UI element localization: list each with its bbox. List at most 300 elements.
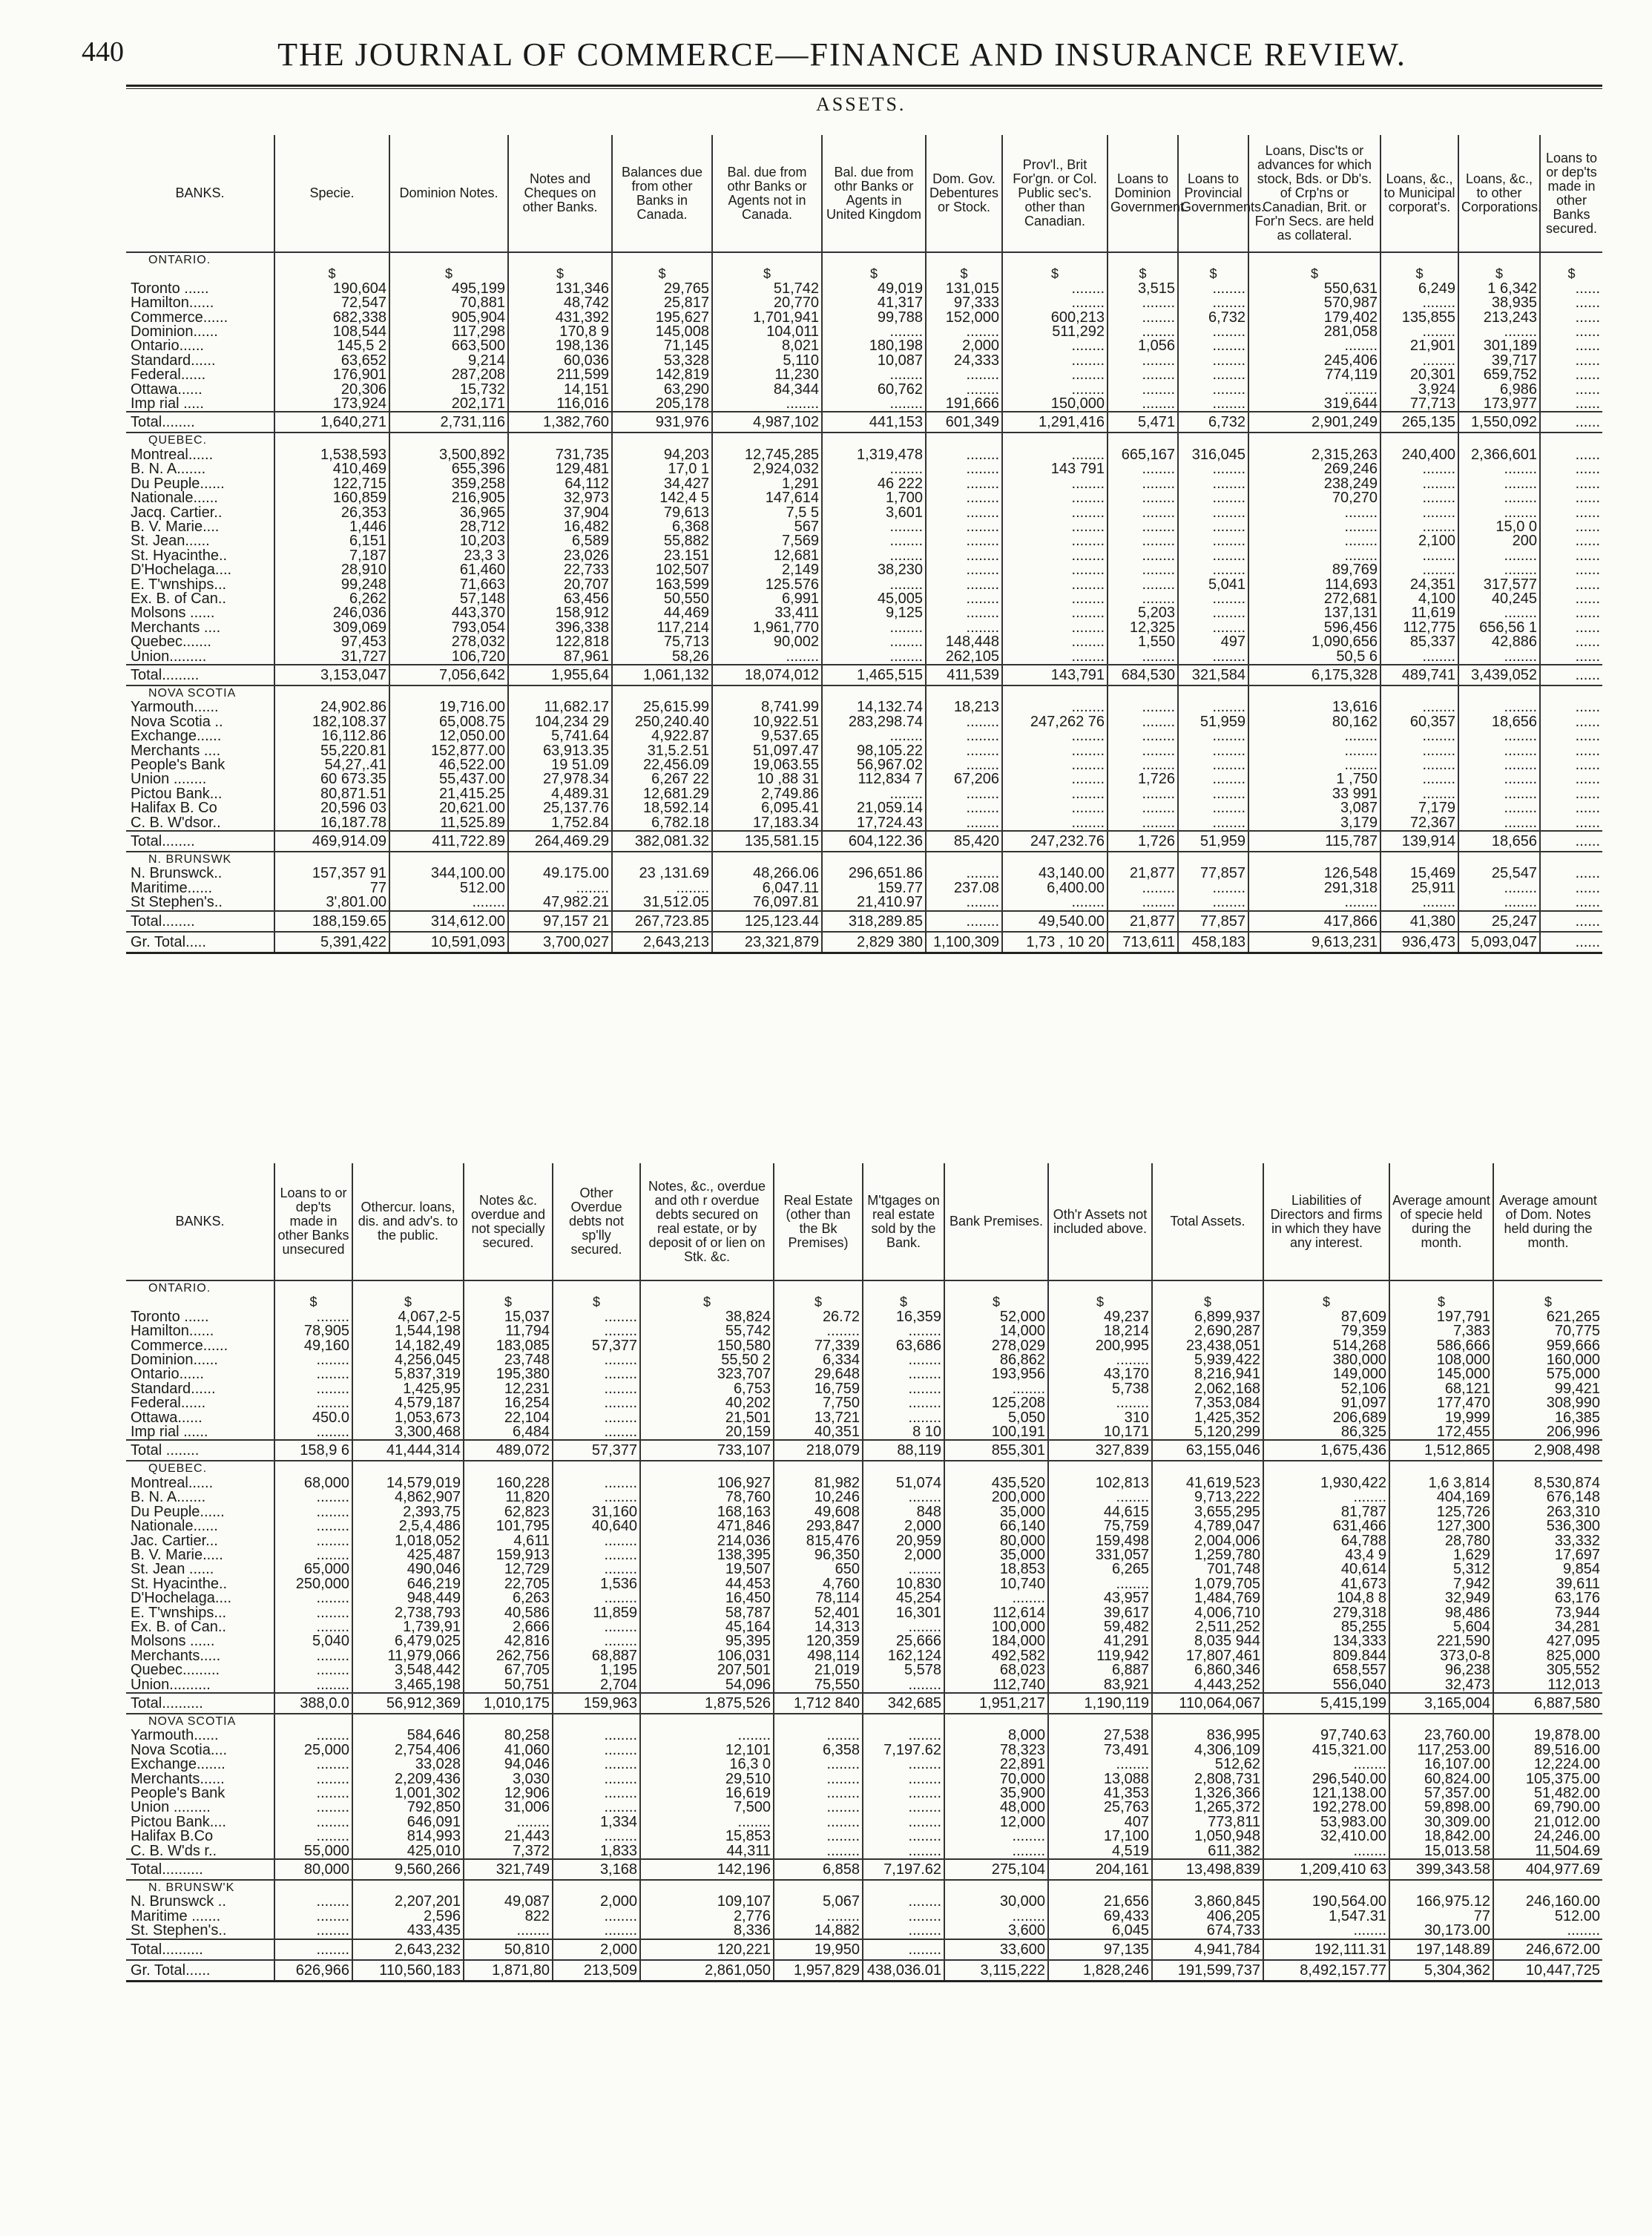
- value-cell: 2,004,006: [1152, 1534, 1263, 1548]
- bank-row: [126, 606, 1602, 620]
- value-cell: $: [1248, 267, 1380, 281]
- value-cell: 20,707: [508, 578, 612, 592]
- value-cell: 3,600: [944, 1924, 1048, 1939]
- value-cell: 359,258: [389, 477, 508, 491]
- value-cell: 4,006,710: [1152, 1606, 1263, 1620]
- value-cell: 99,788: [822, 311, 926, 325]
- value-cell: 7,197.62: [863, 1859, 944, 1880]
- value-cell: 23,760.00: [1389, 1729, 1493, 1743]
- value-cell: 11,794: [464, 1324, 553, 1338]
- value-cell: 25,000: [274, 1743, 352, 1757]
- value-cell: 150,000: [1002, 397, 1108, 412]
- value-cell: 10,171: [1048, 1425, 1152, 1440]
- value-cell: 682,338: [274, 311, 389, 325]
- value-cell: 1,640,271: [274, 412, 389, 433]
- value-cell: 73,491: [1048, 1743, 1152, 1757]
- bank-name-cell: People's Bank: [131, 1786, 226, 1801]
- value-cell: 211,599: [508, 368, 612, 382]
- value-cell: 1,446: [274, 520, 389, 534]
- value-cell: 125,726: [1389, 1505, 1493, 1519]
- value-cell: 656,56 1: [1458, 621, 1540, 635]
- value-cell: 65,008.75: [389, 715, 508, 729]
- value-cell: 5,110: [712, 354, 822, 368]
- value-cell: ........: [926, 787, 1002, 801]
- value-cell: 1,265,372: [1152, 1801, 1263, 1815]
- value-cell: 6,267 22: [612, 772, 712, 786]
- bank-row: [126, 311, 1602, 325]
- value-cell: ........: [1048, 1757, 1152, 1772]
- value-cell: 1,550,092: [1458, 412, 1540, 433]
- value-cell: 7,942: [1389, 1577, 1493, 1591]
- value-cell: ......: [1540, 911, 1602, 932]
- value-cell: 57,377: [553, 1440, 640, 1461]
- value-cell: [926, 685, 1002, 700]
- value-cell: 12,729: [464, 1562, 553, 1576]
- value-cell: 5,067: [774, 1895, 863, 1909]
- value-cell: ........: [553, 1396, 640, 1410]
- total-row: [126, 1693, 1602, 1714]
- value-cell: 12,000: [944, 1815, 1048, 1829]
- value-cell: $: [1380, 267, 1458, 281]
- value-cell: ........: [1002, 477, 1108, 491]
- value-cell: ........: [274, 1829, 352, 1844]
- value-cell: 50,751: [464, 1678, 553, 1693]
- value-cell: 382,081.32: [612, 831, 712, 852]
- value-cell: ........: [926, 715, 1002, 729]
- bank-row: [126, 549, 1602, 563]
- value-cell: 1,018,052: [352, 1534, 464, 1548]
- value-cell: 108,544: [274, 325, 389, 339]
- value-cell: ........: [926, 801, 1002, 815]
- value-cell: ........: [1380, 744, 1458, 758]
- value-cell: 53,983.00: [1263, 1815, 1389, 1829]
- value-cell: 3,300,468: [352, 1425, 464, 1440]
- value-cell: 1,701,941: [712, 311, 822, 325]
- value-cell: 41,060: [464, 1743, 553, 1757]
- value-cell: 13,498,839: [1152, 1859, 1263, 1880]
- value-cell: 16,107.00: [1389, 1757, 1493, 1772]
- value-cell: 4,941,784: [1152, 1939, 1263, 1960]
- value-cell: 8,035 944: [1152, 1634, 1263, 1648]
- value-cell: 60,824.00: [1389, 1772, 1493, 1786]
- value-cell: 50,5 6: [1248, 650, 1380, 665]
- value-cell: 108,000: [1389, 1353, 1493, 1367]
- value-cell: ........: [1002, 787, 1108, 801]
- value-cell: 570,987: [1248, 296, 1380, 310]
- value-cell: 809.844: [1263, 1649, 1389, 1663]
- value-cell: 1,326,366: [1152, 1786, 1263, 1801]
- value-cell: 1,955,64: [508, 665, 612, 685]
- value-cell: ........: [926, 325, 1002, 339]
- value-cell: ........: [1178, 881, 1248, 895]
- value-cell: ........: [822, 635, 926, 649]
- bank-name-cell: B. V. Marie.....: [131, 1548, 223, 1563]
- value-cell: ........: [553, 1562, 640, 1576]
- value-cell: 11,525.89: [389, 816, 508, 831]
- value-cell: 793,054: [389, 621, 508, 635]
- value-cell: 29,510: [640, 1772, 774, 1786]
- value-cell: 24,246.00: [1493, 1829, 1602, 1844]
- value-cell: [274, 433, 389, 447]
- value-cell: 404,977.69: [1493, 1859, 1602, 1880]
- value-cell: ........: [1108, 462, 1178, 476]
- value-cell: 1,465,515: [822, 665, 926, 685]
- value-cell: 45,254: [863, 1591, 944, 1605]
- value-cell: ......: [1540, 448, 1602, 462]
- value-cell: [1108, 252, 1178, 267]
- value-cell: 61,460: [389, 563, 508, 577]
- value-cell: ......: [1540, 368, 1602, 382]
- value-cell: ........: [926, 606, 1002, 620]
- value-cell: 621,265: [1493, 1310, 1602, 1324]
- value-cell: 77,857: [1178, 911, 1248, 932]
- value-cell: 158,9 6: [274, 1440, 352, 1461]
- value-cell: ........: [553, 1411, 640, 1425]
- value-cell: 2,062,168: [1152, 1382, 1263, 1396]
- value-cell: 31,5.2.51: [612, 744, 712, 758]
- value-cell: 431,392: [508, 311, 612, 325]
- value-cell: ......: [1540, 700, 1602, 714]
- value-cell: 112,834 7: [822, 772, 926, 786]
- value-cell: ........: [926, 895, 1002, 910]
- value-cell: $: [863, 1295, 944, 1309]
- value-cell: 427,095: [1493, 1634, 1602, 1648]
- value-cell: ........: [822, 462, 926, 476]
- value-cell: 40,614: [1263, 1562, 1389, 1576]
- value-cell: ........: [822, 534, 926, 548]
- value-cell: ........: [508, 881, 612, 895]
- bank-name-cell: Ex. B. of Can..: [131, 591, 226, 607]
- value-cell: 49,160: [274, 1339, 352, 1353]
- value-cell: 9,854: [1493, 1562, 1602, 1576]
- value-cell: [640, 1714, 774, 1729]
- value-cell: 246,160.00: [1493, 1895, 1602, 1909]
- value-cell: 195,627: [612, 311, 712, 325]
- page-header: [82, 30, 1602, 82]
- value-cell: ........: [1178, 491, 1248, 505]
- value-cell: 138,395: [640, 1548, 774, 1562]
- value-cell: [822, 852, 926, 867]
- value-cell: 1,547.31: [1263, 1910, 1389, 1924]
- value-cell: 43,170: [1048, 1367, 1152, 1381]
- value-cell: 267,723.85: [612, 911, 712, 932]
- value-cell: 44,311: [640, 1844, 774, 1859]
- value-cell: [389, 252, 508, 267]
- value-cell: 44,469: [612, 606, 712, 620]
- value-cell: [1540, 685, 1602, 700]
- value-cell: [1540, 433, 1602, 447]
- value-cell: 25,137.76: [508, 801, 612, 815]
- value-cell: 4,519: [1048, 1844, 1152, 1859]
- value-cell: 33,332: [1493, 1534, 1602, 1548]
- value-cell: 80,162: [1248, 715, 1380, 729]
- value-cell: ........: [1178, 520, 1248, 534]
- value-cell: 50,810: [464, 1939, 553, 1960]
- value-cell: ......: [1540, 477, 1602, 491]
- value-cell: 344,100.00: [389, 867, 508, 881]
- bank-row: [126, 1591, 1602, 1605]
- value-cell: 5,203: [1108, 606, 1178, 620]
- value-cell: ......: [1540, 296, 1602, 310]
- value-cell: 14,882: [774, 1924, 863, 1939]
- value-cell: [1493, 1714, 1602, 1729]
- value-cell: 4,443,252: [1152, 1678, 1263, 1693]
- value-cell: 6,887,580: [1493, 1693, 1602, 1714]
- bank-row: [126, 462, 1602, 476]
- value-cell: $: [464, 1295, 553, 1309]
- value-cell: 163,599: [612, 578, 712, 592]
- value-cell: 104,8 8: [1263, 1591, 1389, 1605]
- value-cell: 31,006: [464, 1801, 553, 1815]
- bank-name-cell: Total..........: [126, 1859, 274, 1880]
- value-cell: 310: [1048, 1411, 1152, 1425]
- bank-row: [126, 282, 1602, 296]
- value-cell: 5,050: [944, 1411, 1048, 1425]
- value-cell: ........: [863, 1490, 944, 1505]
- value-cell: 33,028: [352, 1757, 464, 1772]
- value-cell: 135,855: [1380, 311, 1458, 325]
- value-cell: ........: [1002, 506, 1108, 520]
- value-cell: ........: [1108, 729, 1178, 743]
- value-cell: 6,484: [464, 1425, 553, 1440]
- value-cell: 792,850: [352, 1801, 464, 1815]
- value-cell: 13,721: [774, 1411, 863, 1425]
- value-cell: ........: [863, 1678, 944, 1693]
- value-cell: ......: [1540, 506, 1602, 520]
- value-cell: $: [712, 267, 822, 281]
- value-cell: ......: [1540, 383, 1602, 397]
- value-cell: 550,631: [1248, 282, 1380, 296]
- value-cell: 76,097.81: [712, 895, 822, 910]
- value-cell: 407: [1048, 1815, 1152, 1829]
- value-cell: ........: [1380, 772, 1458, 786]
- value-cell: 16,759: [774, 1382, 863, 1396]
- value-cell: 63,176: [1493, 1591, 1602, 1605]
- value-cell: 70,881: [389, 296, 508, 310]
- value-cell: 64,112: [508, 477, 612, 491]
- value-cell: ......: [1540, 491, 1602, 505]
- value-cell: 441,153: [822, 412, 926, 433]
- value-cell: 278,032: [389, 635, 508, 649]
- value-cell: [863, 1280, 944, 1295]
- value-cell: 6,265: [1048, 1562, 1152, 1576]
- value-cell: 52,401: [774, 1606, 863, 1620]
- bank-row: [126, 1310, 1602, 1324]
- bank-name-cell: Halifax B. Co: [131, 801, 217, 816]
- value-cell: ........: [553, 1534, 640, 1548]
- value-cell: ........: [1380, 729, 1458, 743]
- header-rule-thin: [126, 88, 1602, 89]
- value-cell: 498,114: [774, 1649, 863, 1663]
- value-cell: ........: [1108, 520, 1178, 534]
- value-cell: ........: [1002, 491, 1108, 505]
- value-cell: ........: [553, 1729, 640, 1743]
- value-cell: 17,697: [1493, 1548, 1602, 1562]
- value-cell: 142,819: [612, 368, 712, 382]
- value-cell: 21,877: [1108, 867, 1178, 881]
- value-cell: ........: [944, 1591, 1048, 1605]
- value-cell: 9,125: [822, 606, 926, 620]
- value-cell: ........: [926, 448, 1002, 462]
- value-cell: [1002, 252, 1108, 267]
- value-cell: [1389, 1880, 1493, 1895]
- value-cell: [712, 252, 822, 267]
- bank-row: [126, 506, 1602, 520]
- value-cell: ........: [1048, 1396, 1152, 1410]
- value-cell: 4,067,2-5: [352, 1310, 464, 1324]
- bank-row: [126, 744, 1602, 758]
- value-cell: ......: [1540, 881, 1602, 895]
- value-cell: 12,231: [464, 1382, 553, 1396]
- value-cell: $: [1389, 1295, 1493, 1309]
- value-cell: ........: [863, 1382, 944, 1396]
- value-cell: 2,643,232: [352, 1939, 464, 1960]
- value-cell: ........: [1380, 477, 1458, 491]
- column-header: Loans to or dep'ts made in other Banks unsecured: [274, 1163, 352, 1280]
- value-cell: ........: [1178, 549, 1248, 563]
- bank-row: [126, 816, 1602, 831]
- value-cell: 190,604: [274, 282, 389, 296]
- value-cell: 129,481: [508, 462, 612, 476]
- value-cell: 182,108.37: [274, 715, 389, 729]
- value-cell: 63,686: [863, 1339, 944, 1353]
- value-cell: 41,353: [1048, 1786, 1152, 1801]
- value-cell: [1248, 433, 1380, 447]
- value-cell: [822, 685, 926, 700]
- value-cell: 8,021: [712, 339, 822, 353]
- value-cell: 80,871.51: [274, 787, 389, 801]
- value-cell: ........: [640, 1815, 774, 1829]
- value-cell: 3,515: [1108, 282, 1178, 296]
- value-cell: 1,629: [1389, 1548, 1493, 1562]
- value-cell: $: [1493, 1295, 1602, 1309]
- value-cell: 117,214: [612, 621, 712, 635]
- value-cell: 21,059.14: [822, 801, 926, 815]
- value-cell: 247,262 76: [1002, 715, 1108, 729]
- value-cell: 207,501: [640, 1663, 774, 1677]
- value-cell: 25,247: [1458, 911, 1540, 932]
- value-cell: 1,726: [1108, 772, 1178, 786]
- value-cell: ........: [1108, 397, 1178, 412]
- value-cell: [612, 252, 712, 267]
- value-cell: 204,161: [1048, 1859, 1152, 1880]
- value-cell: 11,859: [553, 1606, 640, 1620]
- value-cell: 512,62: [1152, 1757, 1263, 1772]
- value-cell: 309,069: [274, 621, 389, 635]
- value-cell: ........: [553, 1548, 640, 1562]
- value-cell: [508, 852, 612, 867]
- column-header: Prov'l., Brit For'gn. or Col. Public sec's. other than Canadian.: [1002, 135, 1108, 252]
- value-cell: ........: [822, 621, 926, 635]
- value-cell: 2,149: [712, 563, 822, 577]
- value-cell: ........: [553, 1910, 640, 1924]
- value-cell: 305,552: [1493, 1663, 1602, 1677]
- value-cell: ......: [1540, 744, 1602, 758]
- value-cell: ........: [926, 520, 1002, 534]
- value-cell: 20,621.00: [389, 801, 508, 815]
- column-header: Balances due from other Banks in Canada.: [612, 135, 712, 252]
- bank-name-cell: Yarmouth......: [131, 1729, 219, 1743]
- value-cell: 512.00: [1493, 1910, 1602, 1924]
- value-cell: ........: [1108, 477, 1178, 491]
- value-cell: 20,159: [640, 1425, 774, 1440]
- value-cell: ......: [1540, 650, 1602, 665]
- value-cell: ........: [1458, 650, 1540, 665]
- value-cell: 7,5 5: [712, 506, 822, 520]
- value-cell: 1,536: [553, 1577, 640, 1591]
- value-cell: 51,959: [1178, 715, 1248, 729]
- value-cell: 79,613: [612, 506, 712, 520]
- value-cell: [1458, 433, 1540, 447]
- value-cell: ......: [1540, 787, 1602, 801]
- value-cell: 3,548,442: [352, 1663, 464, 1677]
- bank-name-cell: Total.........: [126, 665, 274, 685]
- value-cell: 855,301: [944, 1440, 1048, 1461]
- value-cell: [274, 852, 389, 867]
- value-cell: $: [1108, 267, 1178, 281]
- value-cell: 12,681.29: [612, 787, 712, 801]
- value-cell: 89,769: [1248, 563, 1380, 577]
- bank-name-cell: Maritime .......: [131, 1909, 221, 1924]
- value-cell: 655,396: [389, 462, 508, 476]
- value-cell: ......: [1540, 932, 1602, 953]
- bank-name-cell: Exchange......: [131, 729, 222, 744]
- value-cell: 63,652: [274, 354, 389, 368]
- value-cell: [1493, 1280, 1602, 1295]
- value-cell: 287,208: [389, 368, 508, 382]
- value-cell: ........: [1248, 534, 1380, 548]
- value-cell: ........: [774, 1729, 863, 1743]
- value-cell: 10,447,725: [1493, 1960, 1602, 1982]
- value-cell: 36,965: [389, 506, 508, 520]
- value-cell: ......: [1540, 549, 1602, 563]
- value-cell: 1,291,416: [1002, 412, 1108, 433]
- bank-name-cell: ONTARIO.: [148, 1282, 211, 1295]
- assets-table-1: [126, 135, 1602, 954]
- value-cell: ........: [553, 1743, 640, 1757]
- value-cell: 3,030: [464, 1772, 553, 1786]
- value-cell: 80,000: [944, 1534, 1048, 1548]
- bank-name-cell: Quebec.......: [131, 635, 211, 650]
- value-cell: ........: [553, 1353, 640, 1367]
- value-cell: ........: [926, 549, 1002, 563]
- value-cell: [352, 1880, 464, 1895]
- value-cell: 663,500: [389, 339, 508, 353]
- value-cell: 836,995: [1152, 1729, 1263, 1743]
- bank-name-cell: Commerce......: [131, 310, 228, 326]
- value-cell: 433,435: [352, 1924, 464, 1939]
- value-cell: 1,425,352: [1152, 1411, 1263, 1425]
- value-cell: 2,5,4,486: [352, 1519, 464, 1533]
- value-cell: $: [1458, 267, 1540, 281]
- value-cell: ........: [1108, 881, 1178, 895]
- value-cell: 15,0 0: [1458, 520, 1540, 534]
- value-cell: [1263, 1280, 1389, 1295]
- value-cell: 5,604: [1389, 1620, 1493, 1634]
- value-cell: 31,727: [274, 650, 389, 665]
- value-cell: ........: [1380, 895, 1458, 910]
- value-cell: 56,967.02: [822, 758, 926, 772]
- value-cell: 95,395: [640, 1634, 774, 1648]
- value-cell: 83,921: [1048, 1678, 1152, 1693]
- value-cell: ........: [926, 383, 1002, 397]
- value-cell: 279,318: [1263, 1606, 1389, 1620]
- value-cell: 586,666: [1389, 1339, 1493, 1353]
- value-cell: 200: [1458, 534, 1540, 548]
- value-cell: [389, 685, 508, 700]
- value-cell: ........: [1002, 606, 1108, 620]
- value-cell: 25,666: [863, 1634, 944, 1648]
